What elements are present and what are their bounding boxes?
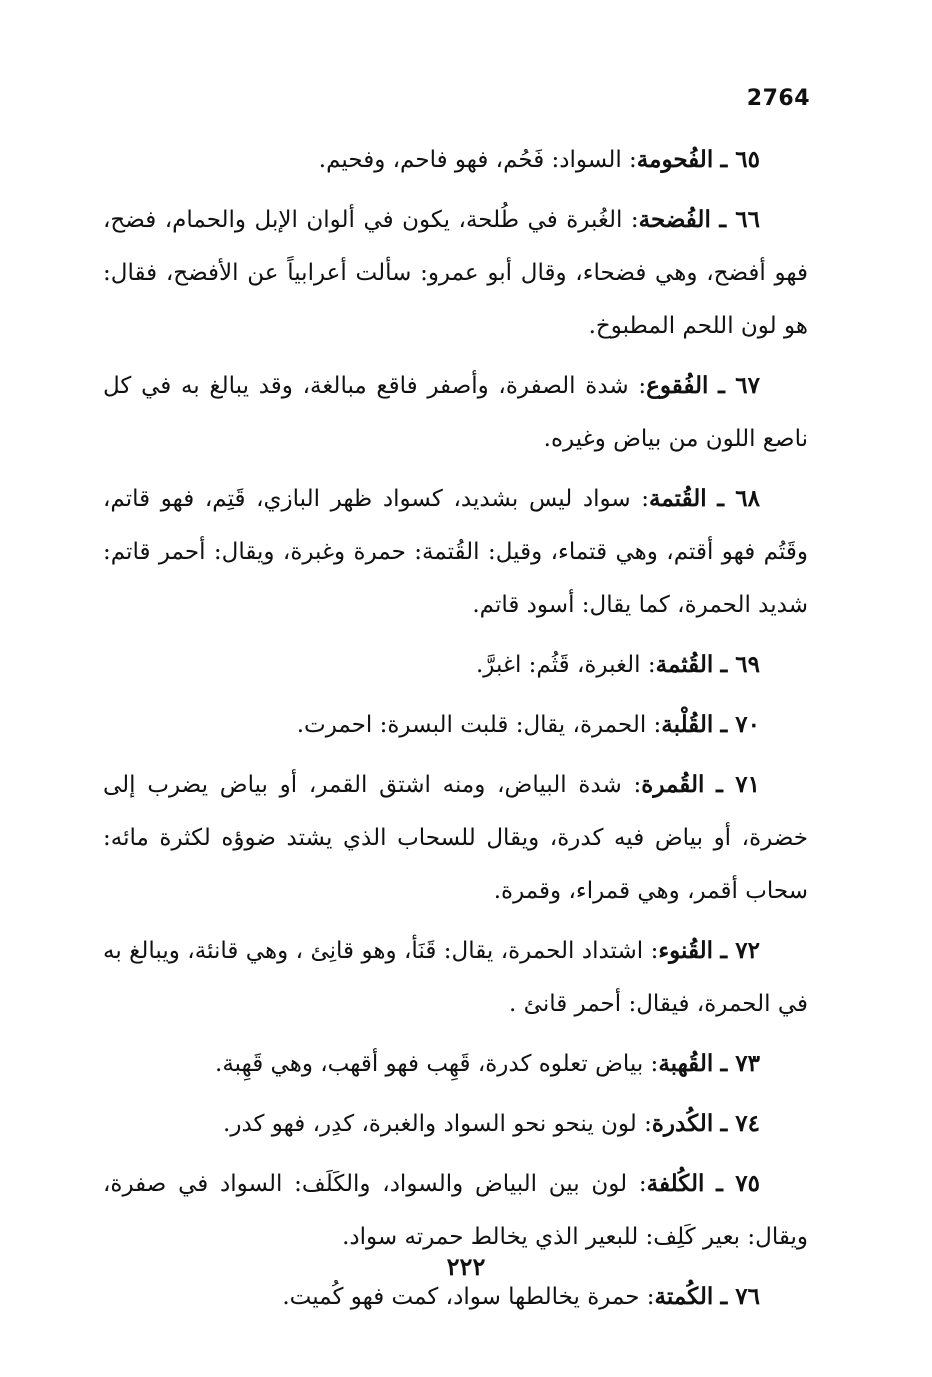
entry-term: الكُلفة bbox=[646, 1170, 705, 1197]
entry-term: القُمرة bbox=[641, 771, 705, 798]
entry-term: القُثمة bbox=[655, 651, 714, 678]
entry-body: : الحمرة، يقال: قلبت البسرة: احمرت. bbox=[296, 712, 662, 738]
entry-body: : شدة الصفرة، وأصفر فاقع مبالغة، وقد يبالغ به في كل ناصع اللون من بياض وغيره. bbox=[103, 373, 808, 452]
entry-term: الكُدرة bbox=[651, 1110, 714, 1137]
entry-body: : سواد ليس بشديد، كسواد ظهر البازي، قَتِم، فهو قاتم، وقَتُم فهو أقتم، وهي قتماء، وقيل: القُتمة: حمرة وغبرة، ويقال: أحمر قاتم: شديد الحمرة، كما يقال: أسود قاتم. bbox=[103, 486, 808, 618]
entry-body: : حمرة يخالطها سواد، كمت فهو كُميت. bbox=[282, 1284, 655, 1310]
entries-text bbox=[103, 133, 808, 1330]
entry-number: ٧١ ـ bbox=[716, 771, 761, 798]
entry-number: ٦٥ ـ bbox=[720, 146, 760, 173]
entry-71 bbox=[103, 758, 808, 918]
entry-body: : الغُبرة في طُلحة، يكون في ألوان الإبل والحمام، فضح، فهو أفضح، وهي فضحاء، وقال أبو عمرو: سألت أعرابياً عن الأفضح، فقال: هو لون اللحم المطبوخ. bbox=[103, 207, 808, 339]
entry-73 bbox=[103, 1037, 808, 1091]
entry-number: ٧٢ ـ bbox=[720, 937, 760, 964]
page-number: ٢٢٢ bbox=[446, 1252, 486, 1281]
entry-term: القُتمة bbox=[649, 485, 707, 512]
entry-term: القُنوء bbox=[658, 937, 713, 964]
entry-body: : اشتداد الحمرة، يقال: قَنَأ، وهو قانِئ ، وهي قانئة، ويبالغ به في الحمرة، فيقال: أحمر قانئ . bbox=[103, 938, 808, 1017]
entry-67 bbox=[103, 359, 808, 466]
entry-body: : لون بين البياض والسواد، والكَلَف: السواد في صفرة، ويقال: بعير كَلِف: للبعير الذي يخالط حمرته سواد. bbox=[103, 1171, 808, 1250]
entry-term: الفُقوع bbox=[646, 372, 709, 399]
entry-68 bbox=[103, 472, 808, 632]
entry-70 bbox=[103, 698, 808, 752]
entry-74 bbox=[103, 1097, 808, 1151]
entry-66 bbox=[103, 193, 808, 353]
entry-69 bbox=[103, 638, 808, 692]
entry-term: الفُحومة bbox=[636, 146, 714, 173]
page-id-label: 2764 bbox=[746, 86, 810, 111]
entry-body: : لون ينحو نحو السواد والغبرة، كدِر، فهو كدر. bbox=[223, 1111, 652, 1137]
entry-term: القُهبة bbox=[658, 1050, 714, 1077]
entry-number: ٧٥ ـ bbox=[716, 1170, 761, 1197]
entry-term: الكُمتة bbox=[654, 1283, 714, 1310]
entry-number: ٦٨ ـ bbox=[717, 485, 761, 512]
entry-number: ٦٩ ـ bbox=[720, 651, 760, 678]
entry-number: ٦٦ ـ bbox=[719, 206, 761, 233]
entry-term: الفُضحة bbox=[638, 206, 711, 233]
entry-number: ٧٦ ـ bbox=[720, 1283, 760, 1310]
entry-number: ٧٠ ـ bbox=[720, 711, 760, 738]
entry-body: : شدة البياض، ومنه اشتق القمر، أو بياض يضرب إلى خضرة، أو بياض فيه كدرة، ويقال للسحاب الذي يشتد ضوؤه لكثرة مائه: سحاب أقمر، وهي قمراء، وقمرة. bbox=[103, 772, 808, 904]
entry-body: : الغبرة، قَثُم: اغبرَّ. bbox=[475, 652, 656, 678]
entry-term: القُلْبة bbox=[661, 711, 714, 738]
entry-number: ٧٤ ـ bbox=[720, 1110, 760, 1137]
entry-number: ٦٧ ـ bbox=[718, 372, 761, 399]
entry-body: : بياض تعلوه كدرة، قَهِب فهو أقهب، وهي قَهِبة. bbox=[215, 1051, 659, 1077]
entry-body: : السواد: فَحُم، فهو فاحم، وفحيم. bbox=[318, 147, 637, 173]
entry-72 bbox=[103, 924, 808, 1031]
entry-65 bbox=[103, 133, 808, 187]
entry-75 bbox=[103, 1157, 808, 1264]
entry-number: ٧٣ ـ bbox=[720, 1050, 760, 1077]
